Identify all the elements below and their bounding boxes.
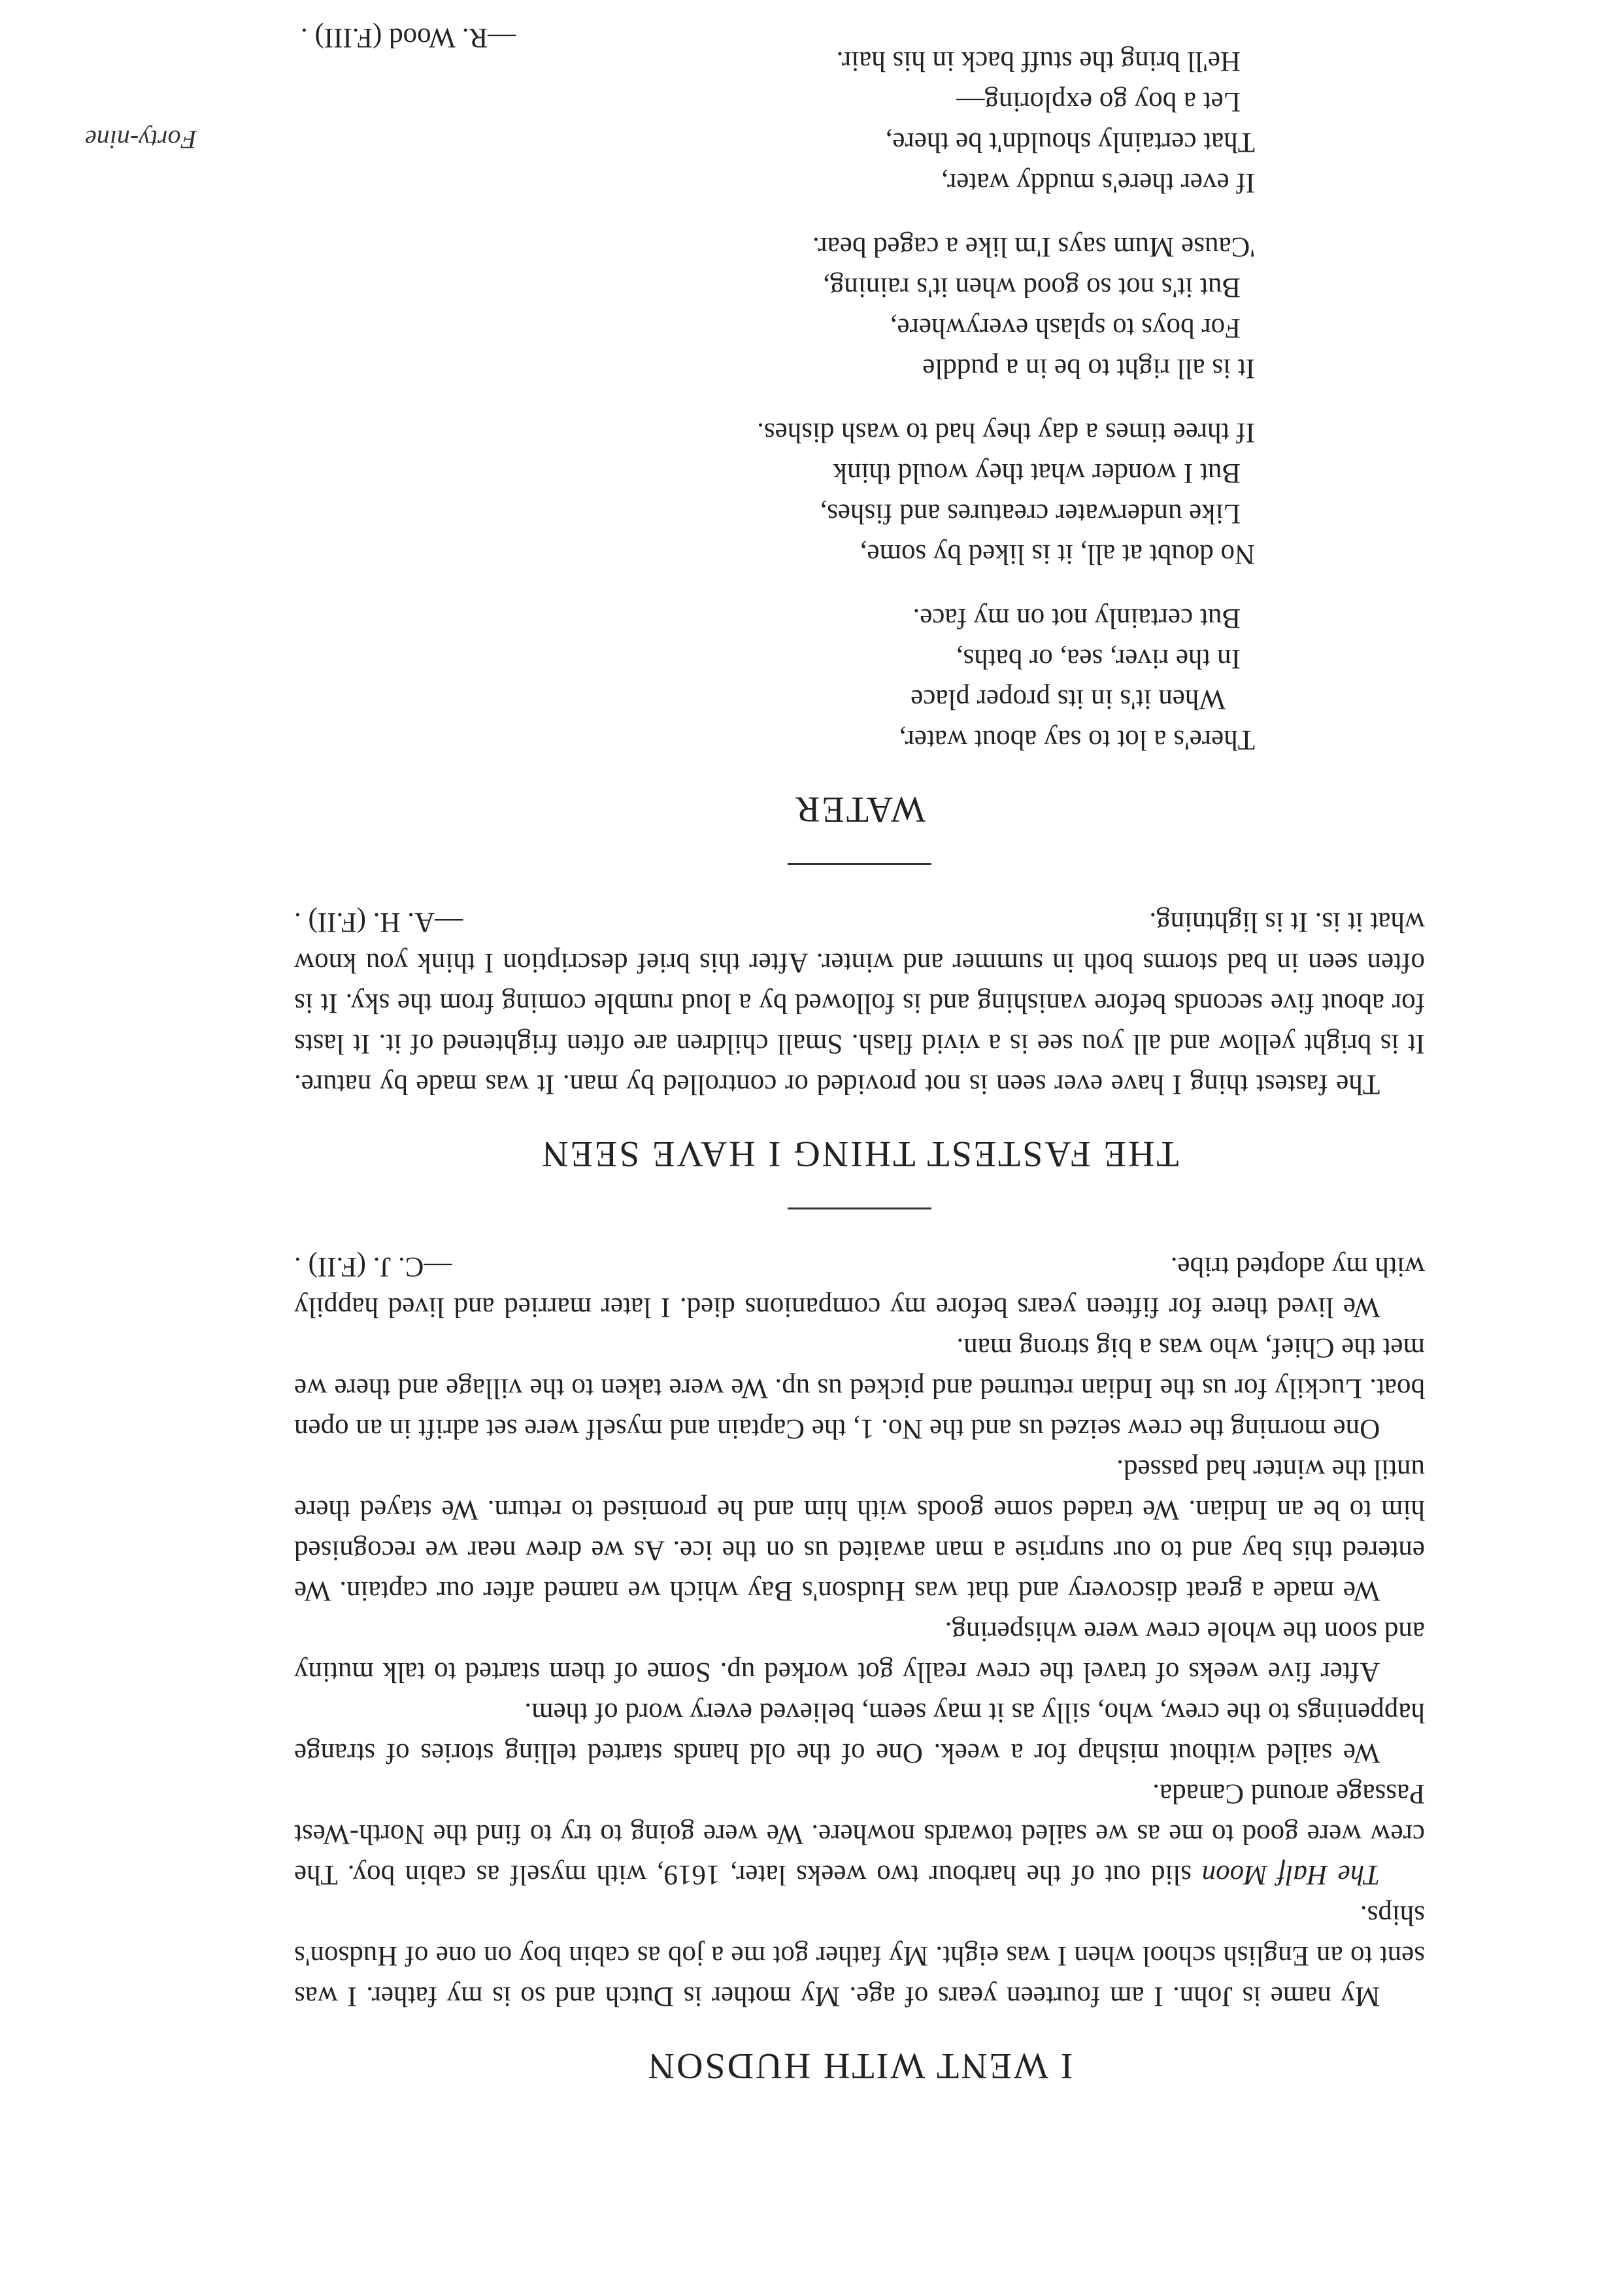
story-body-hudson [294, 1246, 1425, 2016]
paragraph: The fastest thing I have ever seen is not provided or controlled by man. It was made by nature. It is bright yellow and all you see is a vivid flash. Small children are often frightened of it. It lasts for about five seconds before vanishing and is followed by a loud rumble coming from the sky. It is often seen in bad storms both in summer and winter. After this brief description I think you know what it is. It is lightning. [294, 907, 1425, 1100]
poem-signature-water: —R. Wood (F.III) . [301, 22, 516, 53]
story-signature-fastest: —A. H. (F.II) . [294, 907, 463, 937]
paragraph: We sailed without mishap for a week. One of the old hands started telling stories of strange happenings to the crew, who, silly as it may seem, believed every word of them. [294, 1697, 1425, 1768]
poem-line: But certainly not on my face. [912, 603, 1241, 633]
poem-line: He'll bring the stuff back in his hair. [836, 46, 1241, 76]
poem-stanza [294, 598, 1255, 760]
paragraph: My name is John. I am fourteen years of age. My mother is Dutch and so is my father. I was sent to an English school when I was eight. My father got me a job as cabin boy on one of Hudson's ships. [294, 1900, 1425, 2012]
paragraph: One morning the crew seized us and the No. 1, the Captain and myself were set adrift in an open boat. Luckily for us the Indian returned and picked us up. We were taken to the village and there we met the Chief, who was a big strong man. [294, 1332, 1425, 1444]
poem-line: For boys to splash everywhere, [890, 312, 1241, 343]
poem-line: But I wonder what they would think [833, 458, 1241, 488]
section-divider [788, 1207, 931, 1209]
poem-line: That certainly shouldn't be there, [885, 127, 1255, 158]
poem-stanza [294, 41, 1255, 203]
poem-stanza [294, 226, 1255, 388]
poem-line: In the river, sea, or baths, [956, 643, 1241, 674]
poem-line: Let a boy go exploring— [956, 86, 1241, 117]
story-title-hudson: I WENT WITH HUDSON [646, 2046, 1073, 2086]
poem-line: But it's not so good when it's raining, [823, 272, 1241, 303]
story-signature-hudson: —C. J. (F.II) . [294, 1251, 452, 1282]
poem-title-water: WATER [794, 789, 926, 830]
poem-line: When it's in its proper place [911, 684, 1226, 715]
paragraph-rest: slid out of the harbour two weeks later, 1619, with myself as cabin boy. The crew were good to me as we sailed towards nowhere. We were going to try to find the North-West Passage around Canada. [294, 1778, 1425, 1890]
poem-body-water [294, 41, 1255, 760]
poem-line: No doubt at all, it is liked by some, [860, 539, 1255, 569]
poem-line: It is all right to be in a puddle [922, 353, 1255, 384]
page-number: Forty-nine [85, 125, 197, 154]
poem-line: 'Cause Mum says I'm like a caged bear. [812, 231, 1255, 262]
section-divider [788, 863, 931, 865]
poem-stanza [294, 412, 1255, 574]
poem-line: If ever there's muddy water, [941, 167, 1255, 198]
paragraph: We lived there for fifteen years before my companions died. I later married and lived happily with my adopted tribe. [294, 1251, 1425, 1323]
paragraph: We made a great discovery and that was Hudson's Bay which we named after our captain. We entered this bay and to our surprise a man awaited us on the ice. As we drew near we recognised him to be an Indian. We traded some goods with him and he promised to return. We stayed there until the winter had passed. [294, 1454, 1425, 1606]
poem-line: If three times a day they had to wash dishes. [757, 417, 1255, 448]
content-column [294, 17, 1425, 2087]
paragraph [294, 1773, 1425, 1895]
poem-line: There's a lot to say about water, [899, 724, 1255, 755]
poem-line: Like underwater creatures and fishes, [820, 498, 1241, 529]
ship-name: The Half Moon [1201, 1859, 1380, 1890]
paragraph: After five weeks of travel the crew really got worked up. Some of them started to talk mutiny and soon the whole crew were whispering. [294, 1616, 1425, 1687]
story-title-fastest: THE FASTEST THING I HAVE SEEN [540, 1134, 1179, 1174]
